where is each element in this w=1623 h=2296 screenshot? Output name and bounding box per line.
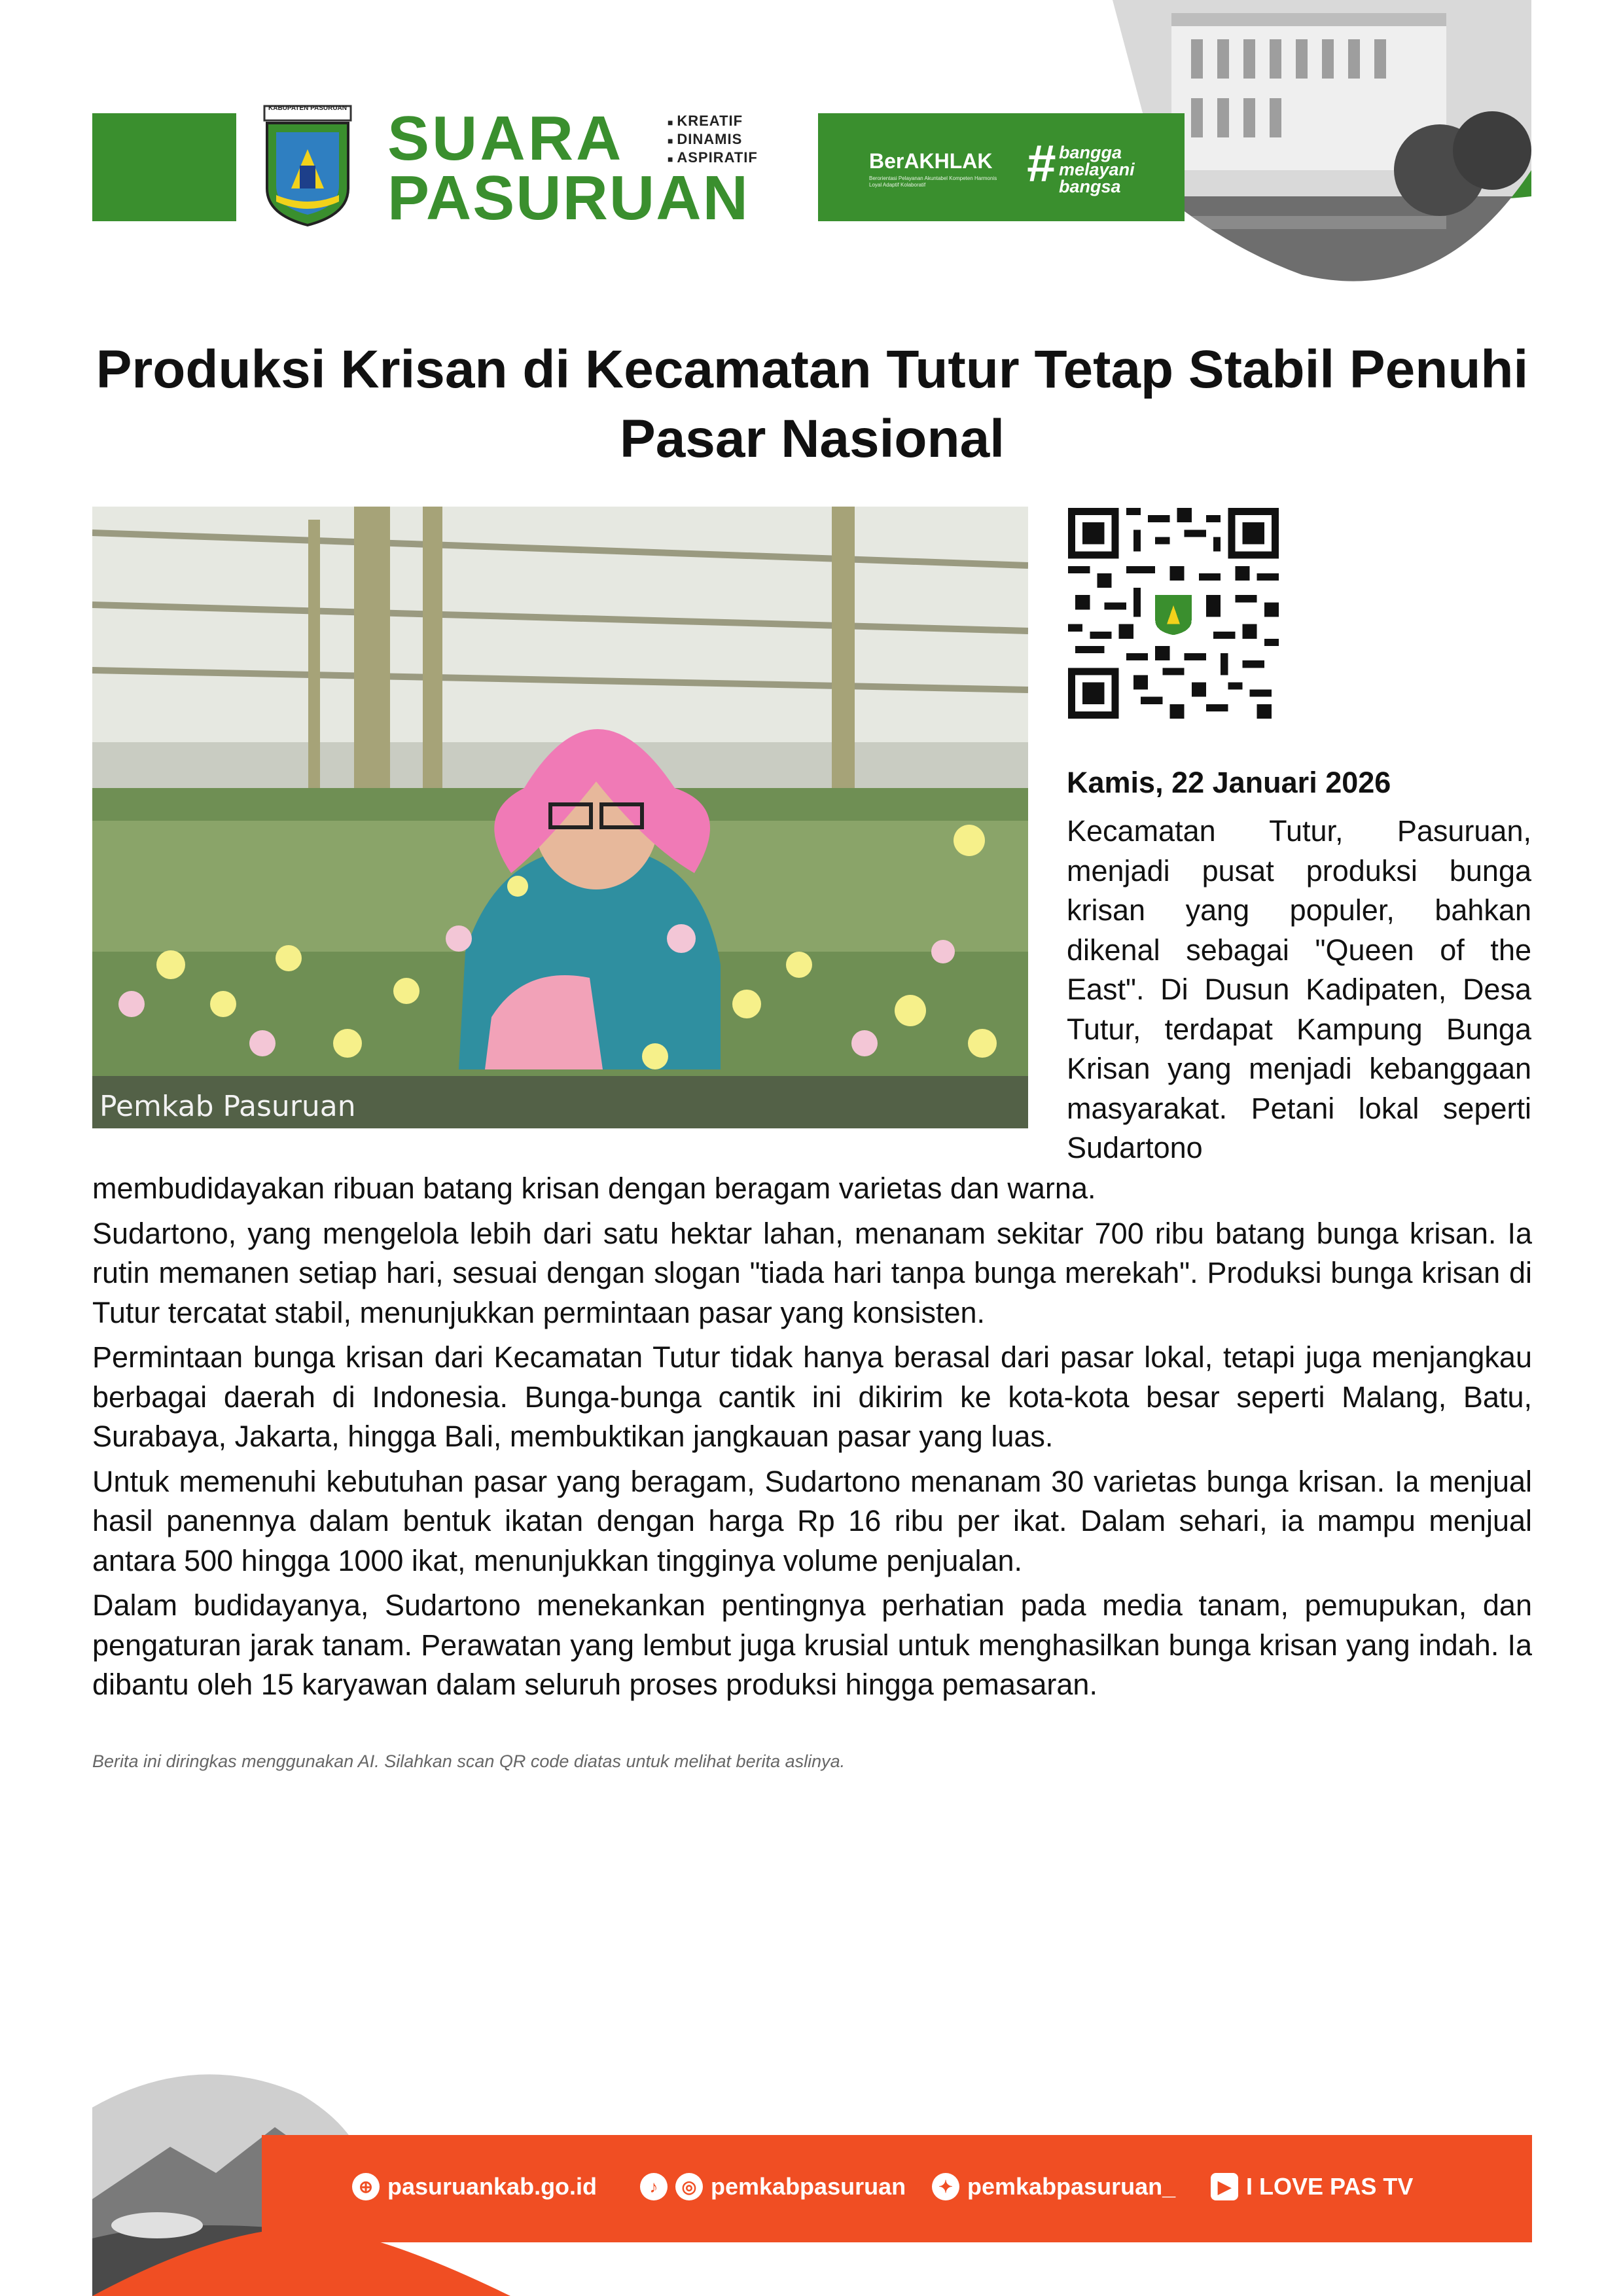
photo-credit: Pemkab Pasuruan xyxy=(99,1090,356,1123)
brand-line2: PASURUAN xyxy=(387,163,749,234)
pasuruan-emblem-icon xyxy=(262,103,353,228)
article-title: Produksi Krisan di Kecamatan Tutur Tetap Stabil Penuhi Pasar Nasional xyxy=(96,340,1529,469)
tagline-item: ■ ASPIRATIF xyxy=(668,149,758,168)
hashtag-icon: # xyxy=(1026,134,1056,192)
bangga-melayani-logo xyxy=(1026,134,1135,196)
tagline-item: ■ DINAMIS xyxy=(668,131,758,149)
article-photo xyxy=(92,507,1028,1128)
article-paragraph: Permintaan bunga krisan dari Kecamatan Tutur tidak hanya berasal dari pasar lokal, tetapi juga menjangkau berbagai daerah di Indonesia. Bunga-bunga cantik ini dikirim ke kota-kota besar seperti Malang, Batu, Surabaya, Jakarta, hingga Bali, membuktikan jangkauan pasar yang luas. xyxy=(92,1340,1532,1453)
article-paragraph: Sudartono, yang mengelola lebih dari satu hektar lahan, menanam sekitar 700 ribu batang bunga krisan. Ia rutin memanen setiap hari, sesuai dengan slogan "tiada hari tanpa bunga merekah". Produksi bunga krisan di Tutur tercatat stabil, menunjukkan permintaan pasar yang konsisten. xyxy=(92,1216,1532,1329)
footer-social1-link[interactable] xyxy=(640,2173,906,2200)
footer-website: pasuruankab.go.id xyxy=(387,2173,597,2200)
brand-line1: SUARA xyxy=(387,103,624,173)
footer-social2: pemkabpasuruan_ xyxy=(967,2173,1176,2200)
article-paragraph: Dalam budidayanya, Sudartono menekankan pentingnya perhatian pada media tanam, pemupukan, dan pengaturan jarak tanam. Perawatan yang lembut juga krusial untuk menghasilkan bunga krisan yang indah. Ia dibantu oleh 15 karyawan dalam seluruh proses produksi hingga pemasaran. xyxy=(92,1588,1532,1701)
globe-icon: ⊕ xyxy=(352,2173,380,2200)
hashtag-word: bangsa xyxy=(1059,177,1121,196)
twitter-icon: ✦ xyxy=(932,2173,959,2200)
berakhlak-logo: BerAKHLAK xyxy=(869,149,993,173)
footer-website-link[interactable] xyxy=(352,2173,597,2200)
article-intro: Kecamatan Tutur, Pasuruan, menjadi pusat produksi bunga krisan yang populer, bahkan dikenal sebagai "Queen of the East". Di Dusun Kadipaten, Desa Tutur, terdapat Kampung Bunga Krisan yang menjadi kebanggaan masyarakat. Petani lokal seperti Sudartono xyxy=(1067,814,1531,1164)
berakhlak-subtitle: Berorientasi Pelayanan Akuntabel Kompeten Harmonis Loyal Adaptif Kolaboratif xyxy=(869,175,997,188)
footer-social1: pemkabpasuruan xyxy=(711,2173,906,2200)
footer-tv-link[interactable] xyxy=(1211,2173,1413,2200)
brand-taglines xyxy=(668,113,758,168)
ai-disclaimer: Berita ini diringkas menggunakan AI. Silahkan scan QR code diatas untuk melihat berita aslinya. xyxy=(92,1751,846,1771)
hashtag-word: bangga xyxy=(1059,143,1122,162)
article-paragraph: membudidayakan ribuan batang krisan dengan beragam varietas dan warna. xyxy=(92,1172,1096,1205)
youtube-icon: ▶ xyxy=(1211,2173,1238,2200)
article-body xyxy=(92,1169,1532,1710)
qr-code-icon[interactable] xyxy=(1068,508,1279,719)
footer-tv: I LOVE PAS TV xyxy=(1246,2173,1414,2200)
hashtag-word: melayani xyxy=(1059,160,1135,179)
footer-social2-link[interactable] xyxy=(932,2173,1175,2200)
article-date: Kamis, 22 Januari 2026 xyxy=(1067,766,1391,799)
instagram-icon: ◎ xyxy=(675,2173,703,2200)
tagline-item: ■ KREATIF xyxy=(668,113,758,131)
emblem-caption: KABUPATEN PASURUAN xyxy=(268,105,347,112)
header-green-block-left xyxy=(92,113,236,221)
article-paragraph: Untuk memenuhi kebutuhan pasar yang beragam, Sudartono menanam 30 varietas bunga krisan. Ia menjual hasil panennya dalam bentuk ikatan dengan harga Rp 16 ribu per ikat. Dalam sehari, ia mampu menjual antara 500 hingga 1000 ikat, menunjukkan tingginya volume penjualan. xyxy=(92,1464,1532,1577)
tiktok-icon: ♪ xyxy=(640,2173,668,2200)
